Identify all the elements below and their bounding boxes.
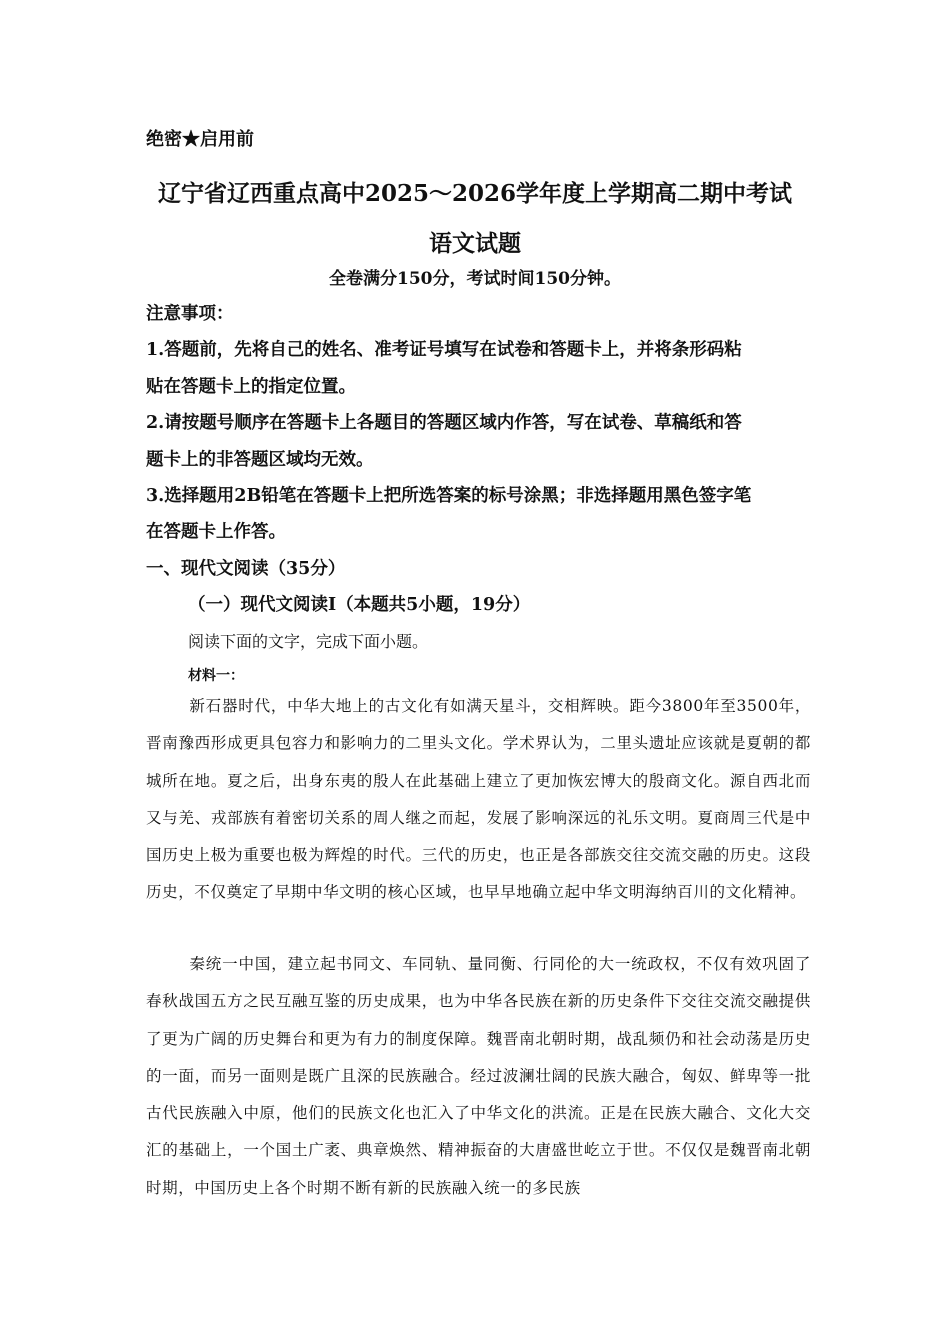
note-line: 贴在答题卡上的指定位置。 bbox=[146, 377, 356, 397]
note-line: 题卡上的非答题区域均无效。 bbox=[146, 450, 374, 470]
note-line: 3.选择题用2B铅笔在答题卡上把所选答案的标号涂黑；非选择题用黑色签字笔 bbox=[146, 486, 752, 506]
subject-title: 语文试题 bbox=[429, 230, 521, 257]
note-line: 在答题卡上作答。 bbox=[146, 522, 286, 542]
passage-paragraph: 秦统一中国，建立起书同文、车同轨、量同衡、行同伦的大一统政权，不仅有效巩固了春秋战国五方之民互融互鉴的历史成果，也为中华各民族在新的历史条件下交往交流交融提供了更为广阔的历史舞台和更为有力的制度保障。魏晋南北朝时期，战乱频仍和社会动荡是历史的一面，而另一面则是既广且深的民族融合。经过波澜壮阔的民族大融合，匈奴、鲜卑等一批古代民族融入中原，他们的民族文化也汇入了中华文化的洪流。正是在民族大融合、文化大交汇的基础上，一个国土广袤、典章焕然、精神振奋的大唐盛世屹立于世。不仅仅是魏晋南北朝时期，中国历史上各个时期不断有新的民族融入统一的多民族 bbox=[146, 955, 811, 1197]
subsection-heading: （一）现代文阅读Ⅰ（本题共5小题，19分） bbox=[188, 595, 531, 615]
notes-heading: 注意事项： bbox=[146, 304, 234, 324]
reading-instruction: 阅读下面的文字，完成下面小题。 bbox=[188, 632, 429, 651]
exam-title: 辽宁省辽西重点高中2025～2026学年度上学期高二期中考试 bbox=[157, 180, 793, 207]
material-label: 材料一： bbox=[188, 668, 244, 684]
note-line: 1.答题前，先将自己的姓名、准考证号填写在试卷和答题卡上，并将条形码粘 bbox=[146, 340, 742, 360]
score-info: 全卷满分150分，考试时间150分钟。 bbox=[329, 269, 621, 289]
note-line: 2.请按题号顺序在答题卡上各题目的答题区域内作答，写在试卷、草稿纸和答 bbox=[146, 413, 742, 433]
secret-mark: 绝密★启用前 bbox=[146, 129, 254, 150]
section-heading: 一、现代文阅读（35分） bbox=[146, 559, 346, 579]
passage-paragraph: 新石器时代，中华大地上的古文化有如满天星斗，交相辉映。距今3800年至3500年，晋南豫西形成更具包容力和影响力的二里头文化。学术界认为，二里头遗址应该就是夏朝的都城所在地。夏之后，出身东夷的殷人在此基础上建立了更加恢宏博大的殷商文化。源自西北而又与羌、戎部族有着密切关系的周人继之而起，发展了影响深远的礼乐文明。夏商周三代是中国历史上极为重要也极为辉煌的时代。三代的历史，也正是各部族交往交流交融的历史。这段历史，不仅奠定了早期中华文明的核心区域，也早早地确立起中华文明海纳百川的文化精神。 bbox=[146, 697, 811, 902]
